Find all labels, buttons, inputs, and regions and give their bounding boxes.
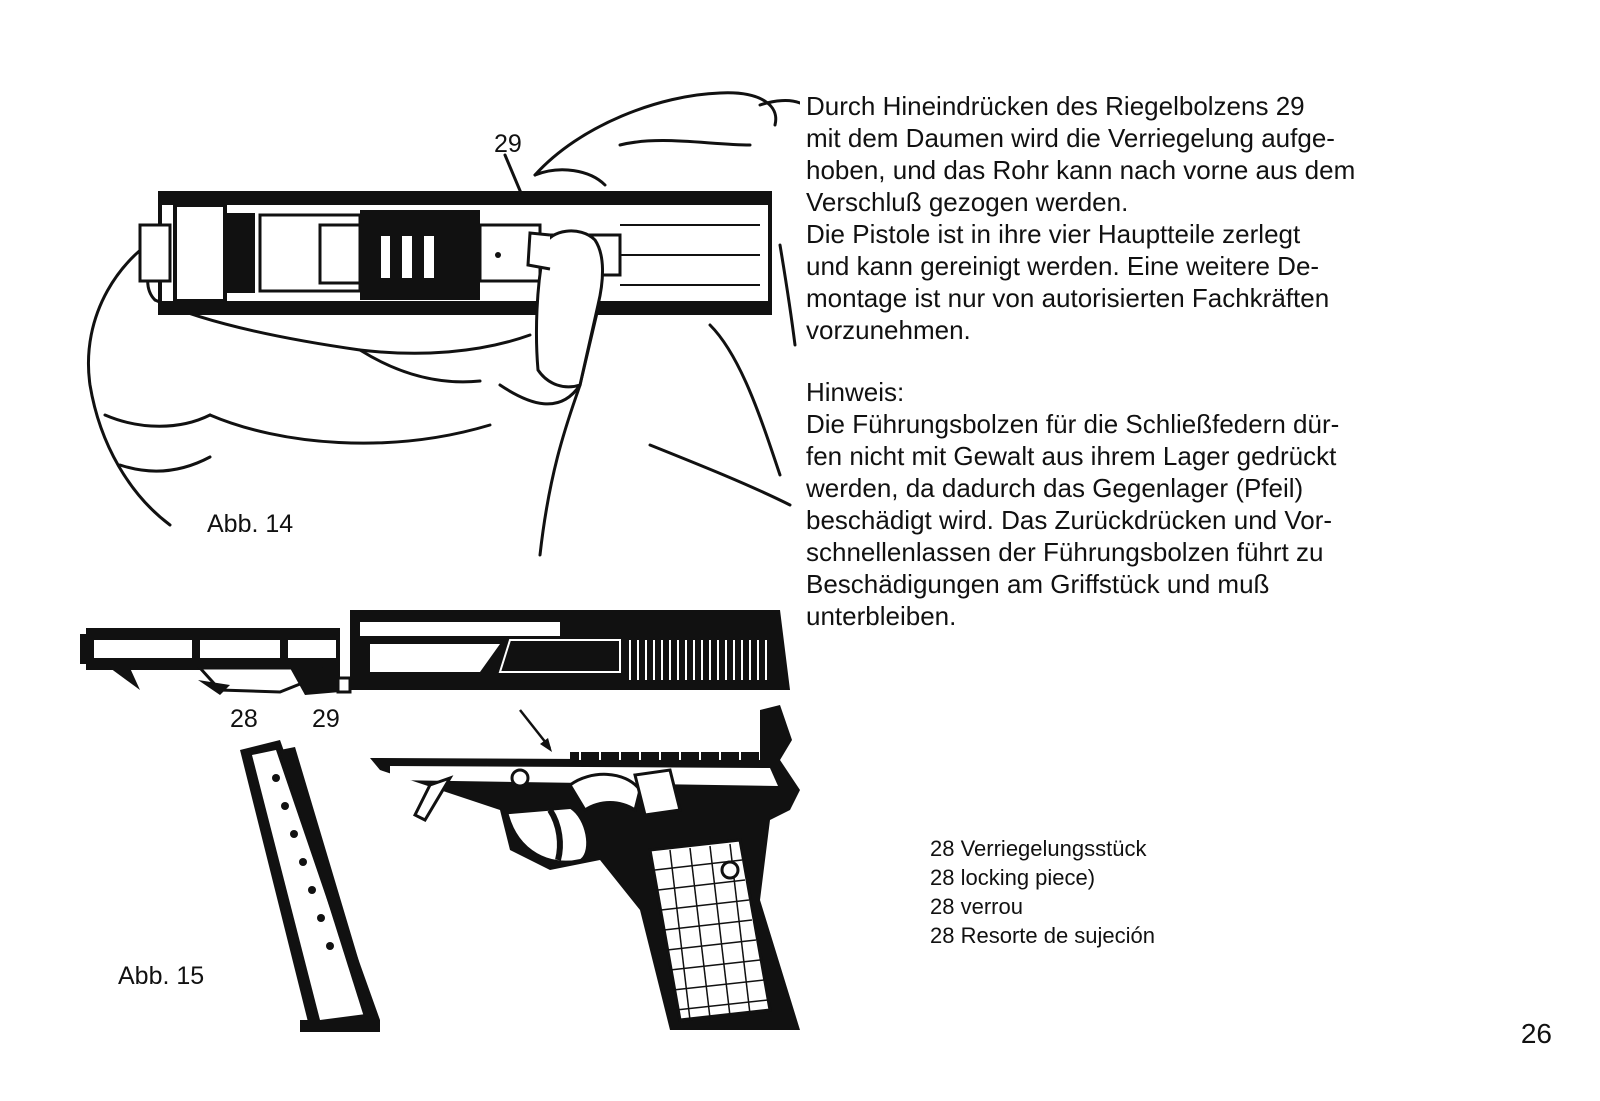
text-line: Verschluß gezogen werden. xyxy=(806,187,1129,217)
figure-15 xyxy=(80,610,820,1060)
text-line: montage ist nur von autorisierten Fachkräften xyxy=(806,283,1330,313)
frame-drawing xyxy=(370,705,800,1030)
legend-item: 28 Resorte de sujeción xyxy=(930,923,1156,948)
figure-15-callout-29: 29 xyxy=(312,705,340,733)
text-line: mit dem Daumen wird die Verriegelung aufge- xyxy=(806,123,1335,153)
paragraph-1 xyxy=(806,90,1486,218)
page-number: 26 xyxy=(1520,1018,1552,1049)
text-line: werden, da dadurch das Gegenlager (Pfeil) xyxy=(806,473,1304,503)
text-line: Die Pistole ist in ihre vier Hauptteile zerlegt xyxy=(806,219,1301,249)
magazine-drawing xyxy=(240,740,380,1032)
text-line: vorzunehmen. xyxy=(806,315,971,345)
slide-drawing xyxy=(350,610,790,690)
note-paragraph xyxy=(806,408,1486,632)
paragraph-2 xyxy=(806,218,1486,346)
barrel-drawing xyxy=(80,628,350,695)
note-heading: Hinweis: xyxy=(806,377,905,407)
text-line: Die Führungsbolzen für die Schließfedern dür- xyxy=(806,409,1340,439)
text-line: schnellenlassen der Führungsbolzen führt zu xyxy=(806,537,1324,567)
parts-legend xyxy=(930,834,1155,950)
legend-item: 28 Verriegelungsstück xyxy=(930,836,1147,861)
text-line: beschädigt wird. Das Zurückdrücken und Vor- xyxy=(806,505,1333,535)
figure-15-caption: Abb. 15 xyxy=(118,962,205,990)
legend-item: 28 verrou xyxy=(930,894,1023,919)
figure-15-callout-28: 28 xyxy=(230,705,258,733)
figure-14-illustration xyxy=(60,85,800,575)
text-line: Durch Hineindrücken des Riegelbolzens 29 xyxy=(806,91,1305,121)
text-line: hoben, und das Rohr kann nach vorne aus dem xyxy=(806,155,1356,185)
text-line: Beschädigungen am Griffstück und muß xyxy=(806,569,1270,599)
figure-14 xyxy=(60,85,800,575)
text-line: unterbleiben. xyxy=(806,601,957,631)
figure-14-callout-29: 29 xyxy=(494,130,522,158)
text-line: fen nicht mit Gewalt aus ihrem Lager gedrückt xyxy=(806,441,1337,471)
legend-item: 28 locking piece) xyxy=(930,865,1096,890)
figure-14-caption: Abb. 14 xyxy=(207,510,294,538)
text-line: und kann gereinigt werden. Eine weitere De- xyxy=(806,251,1320,281)
instruction-text xyxy=(806,90,1486,632)
figure-15-illustration xyxy=(80,610,820,1060)
